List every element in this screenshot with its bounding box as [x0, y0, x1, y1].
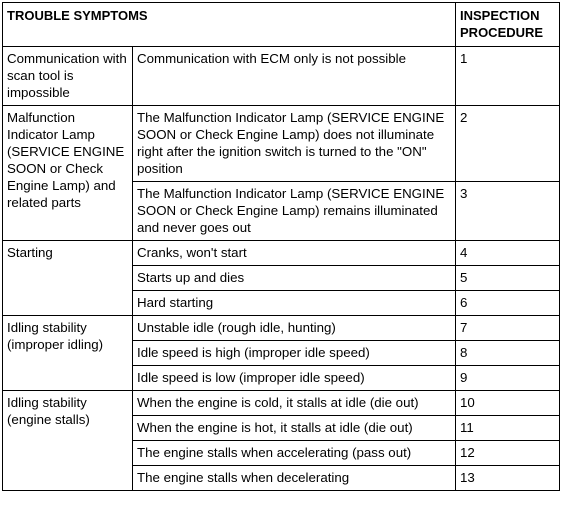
detail-cell: Starts up and dies	[133, 266, 456, 291]
detail-cell: Idle speed is high (improper idle speed)	[133, 341, 456, 366]
detail-cell: Unstable idle (rough idle, hunting)	[133, 316, 456, 341]
table-row	[3, 241, 560, 266]
detail-cell: Hard starting	[133, 291, 456, 316]
header-trouble-symptoms: TROUBLE SYMPTOMS	[3, 3, 456, 47]
symptom-cell: Communication with scan tool is impossible	[3, 47, 133, 106]
detail-cell: When the engine is hot, it stalls at idle (die out)	[133, 416, 456, 441]
detail-cell: The engine stalls when decelerating	[133, 466, 456, 491]
procedure-cell: 3	[456, 182, 560, 241]
table-row	[3, 47, 560, 106]
procedure-cell: 2	[456, 106, 560, 182]
detail-cell: Communication with ECM only is not possible	[133, 47, 456, 106]
detail-cell: Idle speed is low (improper idle speed)	[133, 366, 456, 391]
table-header-row	[3, 3, 560, 47]
detail-cell: The engine stalls when accelerating (pass out)	[133, 441, 456, 466]
trouble-symptom-table	[2, 2, 560, 491]
procedure-cell: 11	[456, 416, 560, 441]
procedure-cell: 6	[456, 291, 560, 316]
detail-cell: Cranks, won't start	[133, 241, 456, 266]
procedure-cell: 7	[456, 316, 560, 341]
table-body	[3, 47, 560, 491]
detail-cell: The Malfunction Indicator Lamp (SERVICE ENGINE SOON or Check Engine Lamp) remains illuminated and never goes out	[133, 182, 456, 241]
symptom-cell: Idling stability (engine stalls)	[3, 391, 133, 491]
symptom-cell: Idling stability (improper idling)	[3, 316, 133, 391]
table-row	[3, 316, 560, 341]
procedure-cell: 9	[456, 366, 560, 391]
procedure-cell: 8	[456, 341, 560, 366]
procedure-cell: 12	[456, 441, 560, 466]
symptom-cell: Malfunction Indicator Lamp (SERVICE ENGINE SOON or Check Engine Lamp) and related parts	[3, 106, 133, 241]
symptom-cell: Starting	[3, 241, 133, 316]
detail-cell: The Malfunction Indicator Lamp (SERVICE ENGINE SOON or Check Engine Lamp) does not illuminate right after the ignition switch is turned to the "ON" position	[133, 106, 456, 182]
table-row	[3, 391, 560, 416]
procedure-cell: 5	[456, 266, 560, 291]
header-inspection-procedure: INSPECTION PROCEDURE	[456, 3, 560, 47]
table-row	[3, 106, 560, 182]
procedure-cell: 4	[456, 241, 560, 266]
detail-cell: When the engine is cold, it stalls at idle (die out)	[133, 391, 456, 416]
procedure-cell: 10	[456, 391, 560, 416]
procedure-cell: 1	[456, 47, 560, 106]
procedure-cell: 13	[456, 466, 560, 491]
